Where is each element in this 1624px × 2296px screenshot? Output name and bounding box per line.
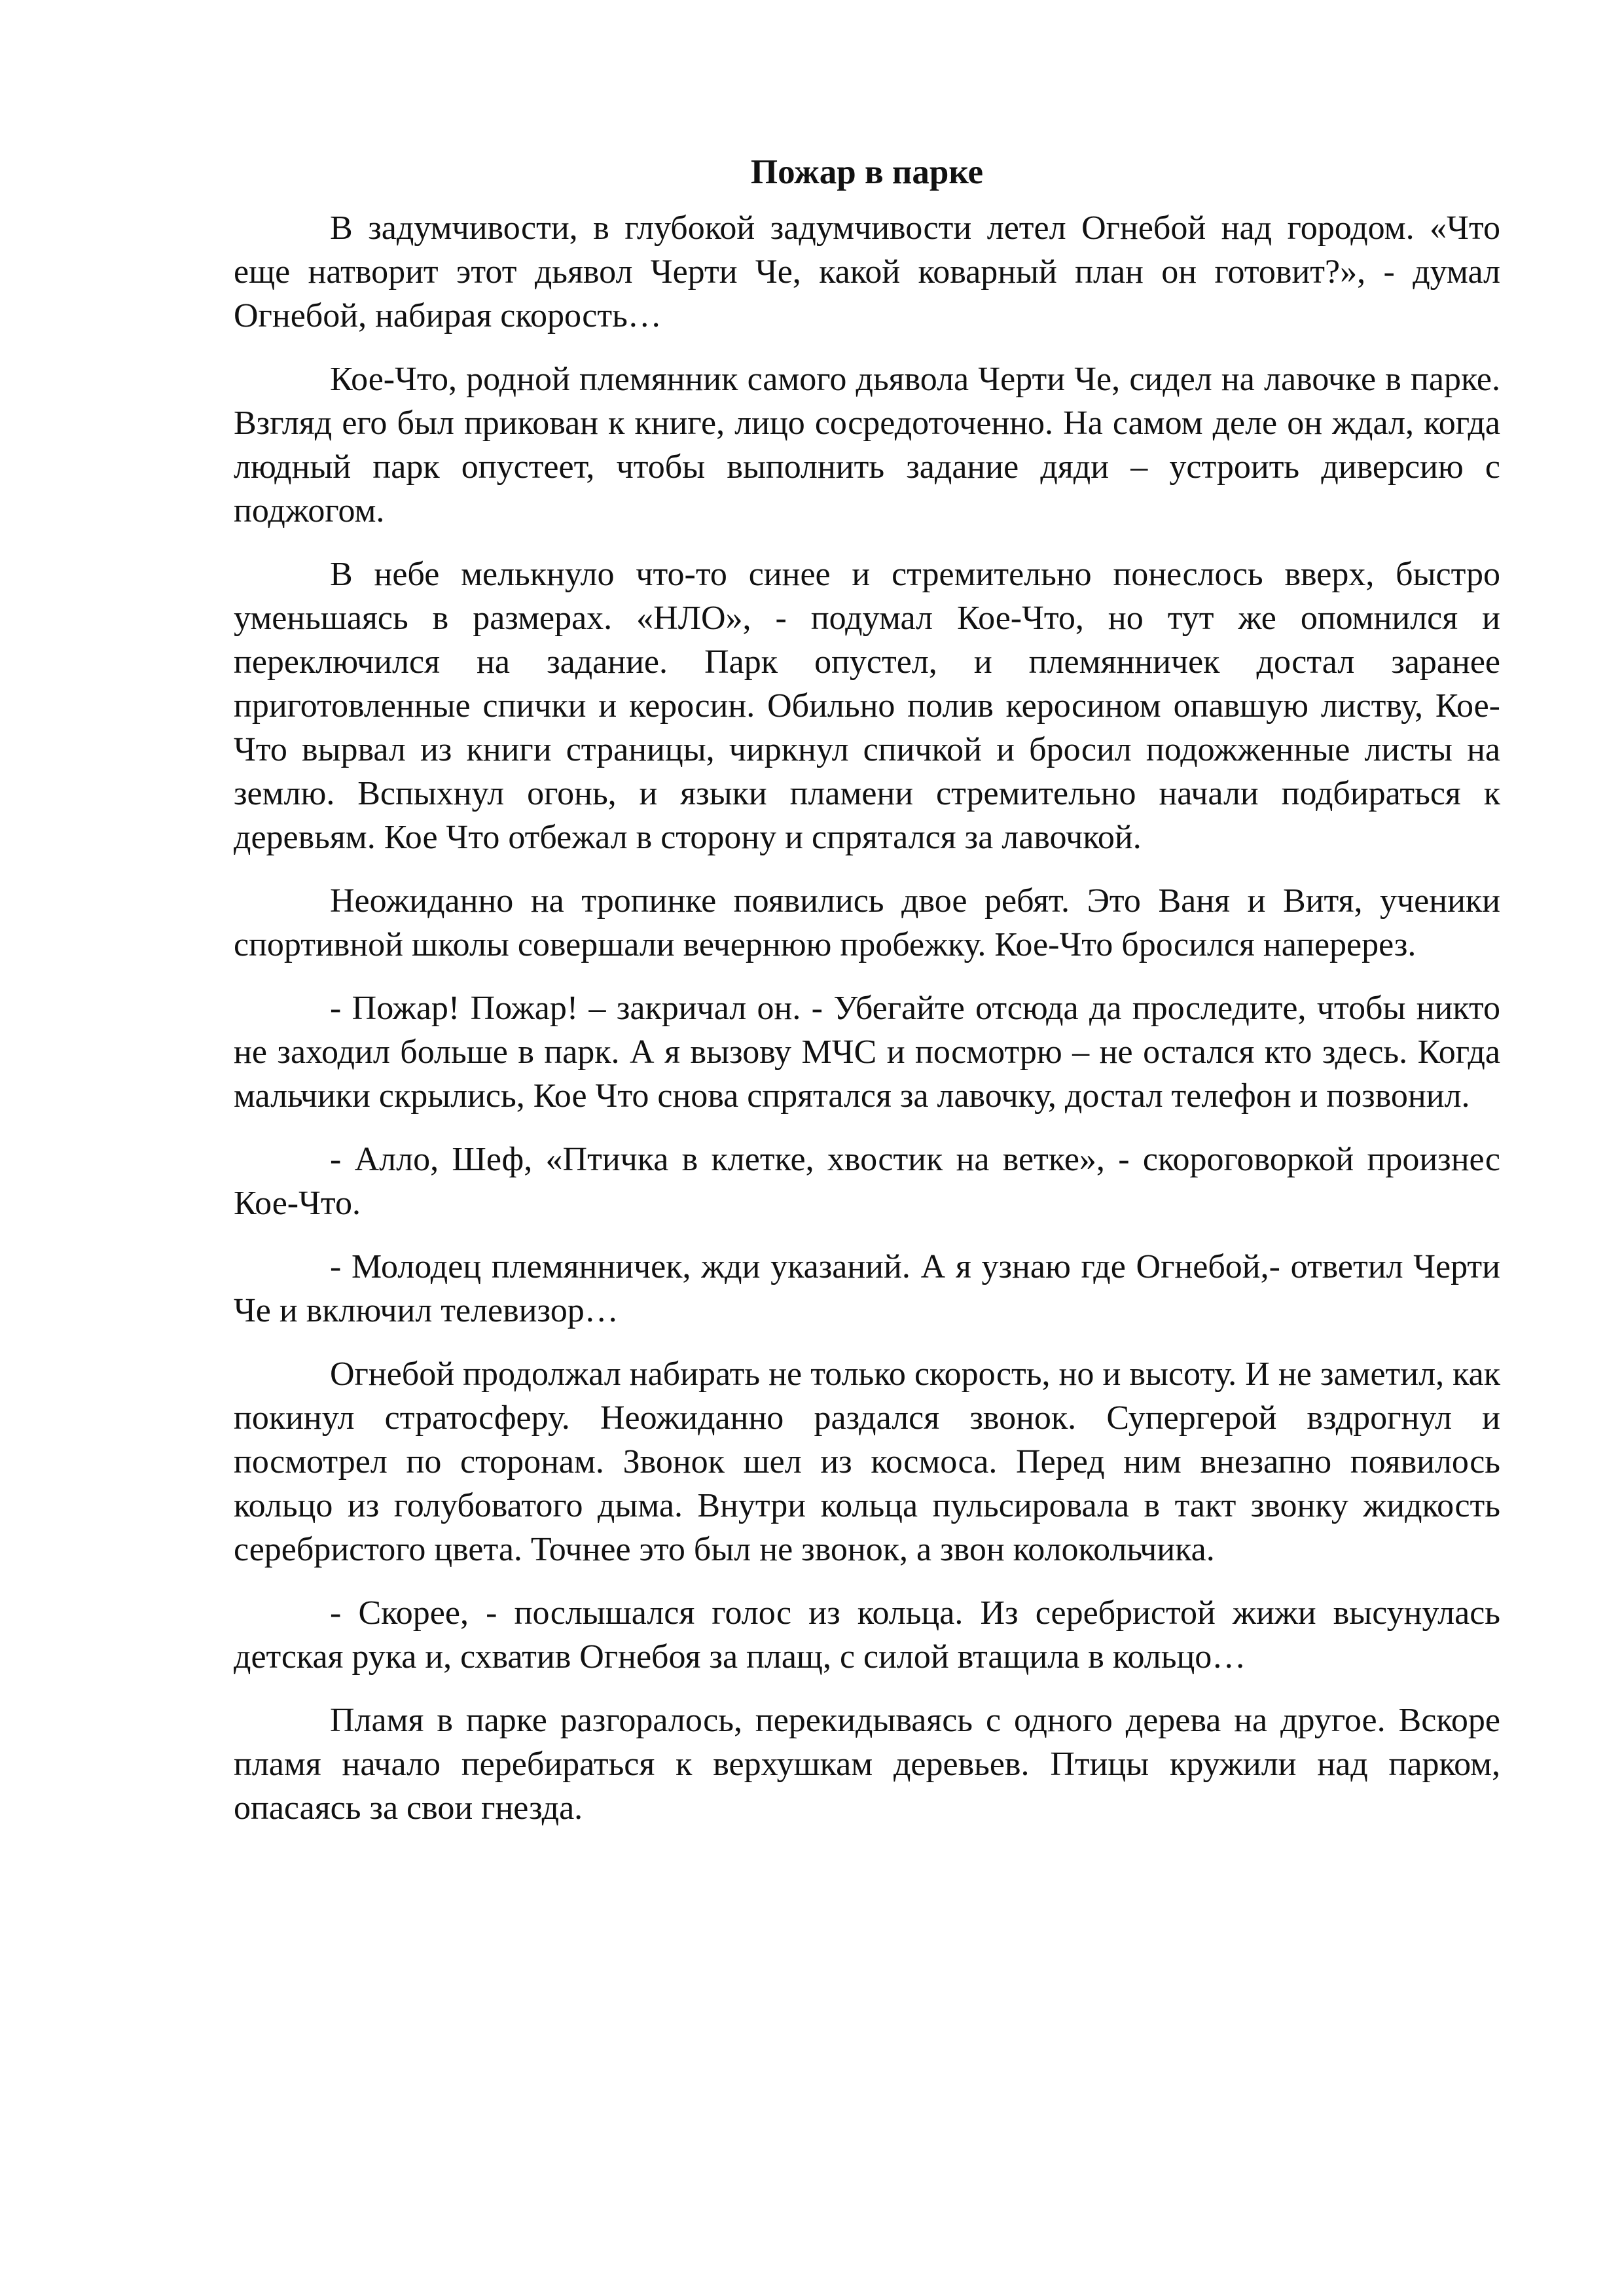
- paragraph-2: Кое-Что, родной племянник самого дьявола Черти Че, сидел на лавочке в парке. Взгляд его был прикован к книге, лицо сосредоточенно. На самом деле он ждал, когда людный парк опустеет, чтобы выполнить задание дяди – устроить диверсию с поджогом.: [234, 361, 1500, 529]
- paragraph-4: Неожиданно на тропинке появились двое ребят. Это Ваня и Витя, ученики спортивной школы совершали вечернюю пробежку. Кое-Что бросился наперерез.: [234, 882, 1500, 963]
- paragraph-3: В небе мелькнуло что-то синее и стремительно понеслось вверх, быстро уменьшаясь в размерах. «НЛО», - подумал Кое-Что, но тут же опомнился и переключился на задание. Парк опустел, и племянничек достал заранее приготовленные спички и керосин. Обильно полив керосином опавшую листву, Кое-Что вырвал из книги страницы, чиркнул спичкой и бросил подожженные листы на землю. Вспыхнул огонь, и языки пламени стремительно начали подбираться к деревьям. Кое Что отбежал в сторону и спрятался за лавочкой.: [234, 556, 1500, 856]
- paragraph-10: Пламя в парке разгоралось, перекидываясь с одного дерева на другое. Вскоре пламя начало перебираться к верхушкам деревьев. Птицы кружили над парком, опасаясь за свои гнезда.: [234, 1702, 1500, 1827]
- document-body: [234, 151, 1500, 1850]
- paragraph-6: - Алло, Шеф, «Птичка в клетке, хвостик на ветке», - скороговоркой произнес Кое-Что.: [234, 1141, 1500, 1222]
- paragraph-7: - Молодец племянничек, жди указаний. А я узнаю где Огнебой,- ответил Черти Че и включил телевизор…: [234, 1248, 1500, 1329]
- paragraph-5: - Пожар! Пожар! – закричал он. - Убегайте отсюда да проследите, чтобы никто не заходил больше в парк. А я вызову МЧС и посмотрю – не остался кто здесь. Когда мальчики скрылись, Кое Что снова спрятался за лавочку, достал телефон и позвонил.: [234, 990, 1500, 1115]
- document-title: Пожар в парке: [750, 153, 984, 191]
- paragraph-9: - Скорее, - послышался голос из кольца. Из серебристой жижи высунулась детская рука и, схватив Огнебоя за плащ, с силой втащила в кольцо…: [234, 1594, 1500, 1676]
- paragraph-1: В задумчивости, в глубокой задумчивости летел Огнебой над городом. «Что еще натворит этот дьявол Черти Че, какой коварный план он готовит?», - думал Огнебой, набирая скорость…: [234, 209, 1500, 334]
- paragraph-8: Огнебой продолжал набирать не только скорость, но и высоту. И не заметил, как покинул стратосферу. Неожиданно раздался звонок. Супергерой вздрогнул и посмотрел по сторонам. Звонок шел из космоса. Перед ним внезапно появилось кольцо из голубоватого дыма. Внутри кольца пульсировала в такт звонку жидкость серебристого цвета. Точнее это был не звонок, а звон колокольчика.: [234, 1355, 1500, 1568]
